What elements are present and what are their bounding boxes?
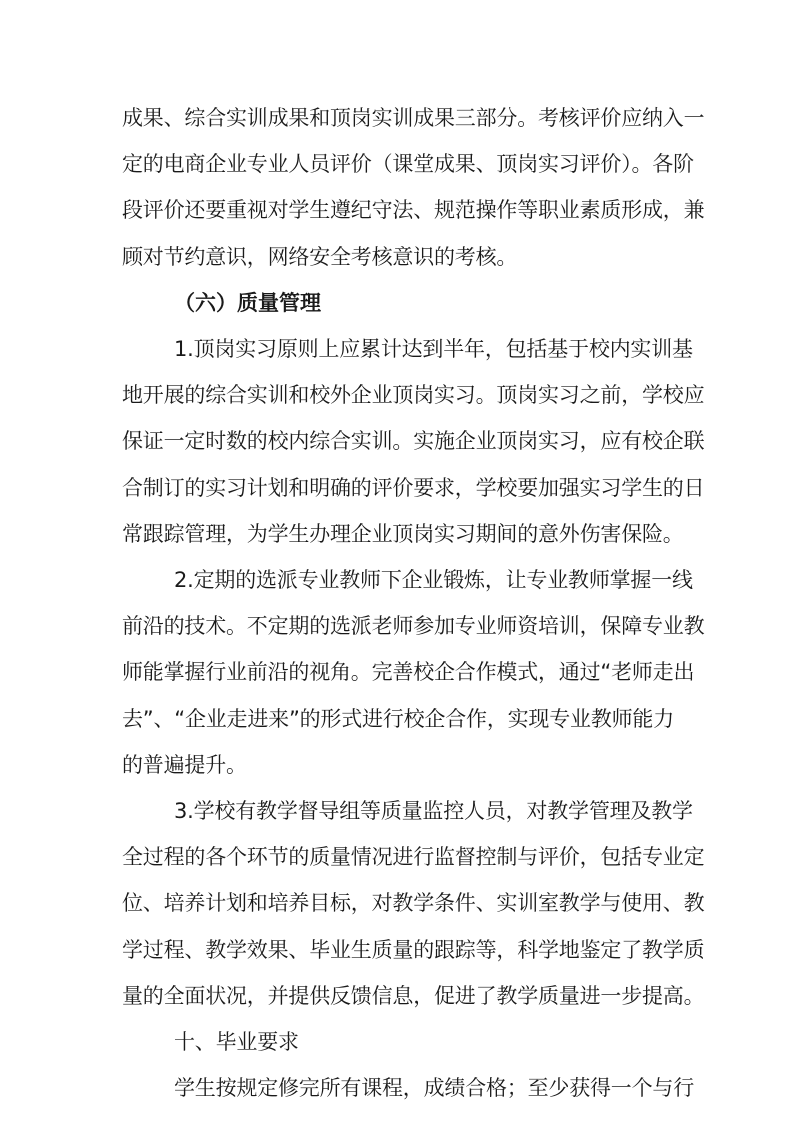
text-line: 地开展的综合实训和校外企业顶岗实习。顶岗实习之前，学校应 — [122, 383, 705, 408]
paragraph-graduation — [122, 1065, 694, 1111]
paragraph-item-3 — [122, 788, 705, 1019]
text-line: 段评价还要重视对学生遵纪守法、规范操作等职业素质形成，兼 — [122, 198, 705, 223]
paragraph-item-2 — [122, 557, 705, 788]
text-line: 成果、综合实训成果和顶岗实训成果三部分。考核评价应纳入一 — [122, 106, 705, 130]
text-line: 位、培养计划和培养目标，对教学条件、实训室教学与使用、教 — [122, 891, 705, 916]
text-line: 3.学校有教学督导组等质量监控人员，对教学管理及教学 — [174, 799, 693, 824]
text-line: 全过程的各个环节的质量情况进行监督控制与评价，包括专业定 — [122, 845, 705, 870]
section-heading-quality-management: （六）质量管理 — [174, 290, 321, 315]
text-line: 量的全面状况，并提供反馈信息，促进了教学质量进一步提高。 — [122, 983, 705, 1008]
paragraph-assessment-continued — [122, 95, 705, 280]
paragraph-item-1 — [122, 326, 705, 557]
text-line: 定的电商企业专业人员评价（课堂成果、顶岗实习评价）。各阶 — [122, 152, 694, 177]
text-line: 十、毕业要求 — [174, 1030, 299, 1055]
text-line: 顾对节约意识，网络安全考核意识的考核。 — [122, 244, 518, 269]
text-line: 合制订的实习计划和明确的评价要求，学校要加强实习学生的日 — [122, 475, 705, 500]
text-line: 去”、“企业走进来”的形式进行校企合作，实现专业教师能力 — [122, 706, 675, 731]
text-line: 学过程、教学效果、毕业生质量的跟踪等，科学地鉴定了教学质 — [122, 937, 705, 962]
text-line: 学生按规定修完所有课程，成绩合格；至少获得一个与行 — [174, 1076, 694, 1101]
text-line: 前沿的技术。不定期的选派老师参加专业师资培训，保障专业教 — [122, 614, 705, 639]
text-line: 1.顶岗实习原则上应累计达到半年，包括基于校内实训基 — [174, 337, 693, 362]
text-line: 常跟踪管理，为学生办理企业顶岗实习期间的意外伤害保险。 — [122, 521, 684, 546]
section-heading-graduation-requirements — [122, 1019, 682, 1065]
document-body — [122, 95, 705, 1111]
text-line: 保证一定时数的校内综合实训。实施企业顶岗实习，应有校企联 — [122, 429, 705, 454]
text-line: 2.定期的选派专业教师下企业锻炼，让专业教师掌握一线 — [174, 568, 693, 593]
text-line: 的普遍提升。 — [122, 752, 247, 777]
text-line: 师能掌握行业前沿的视角。完善校企合作模式，通过“老师走出 — [122, 660, 695, 685]
